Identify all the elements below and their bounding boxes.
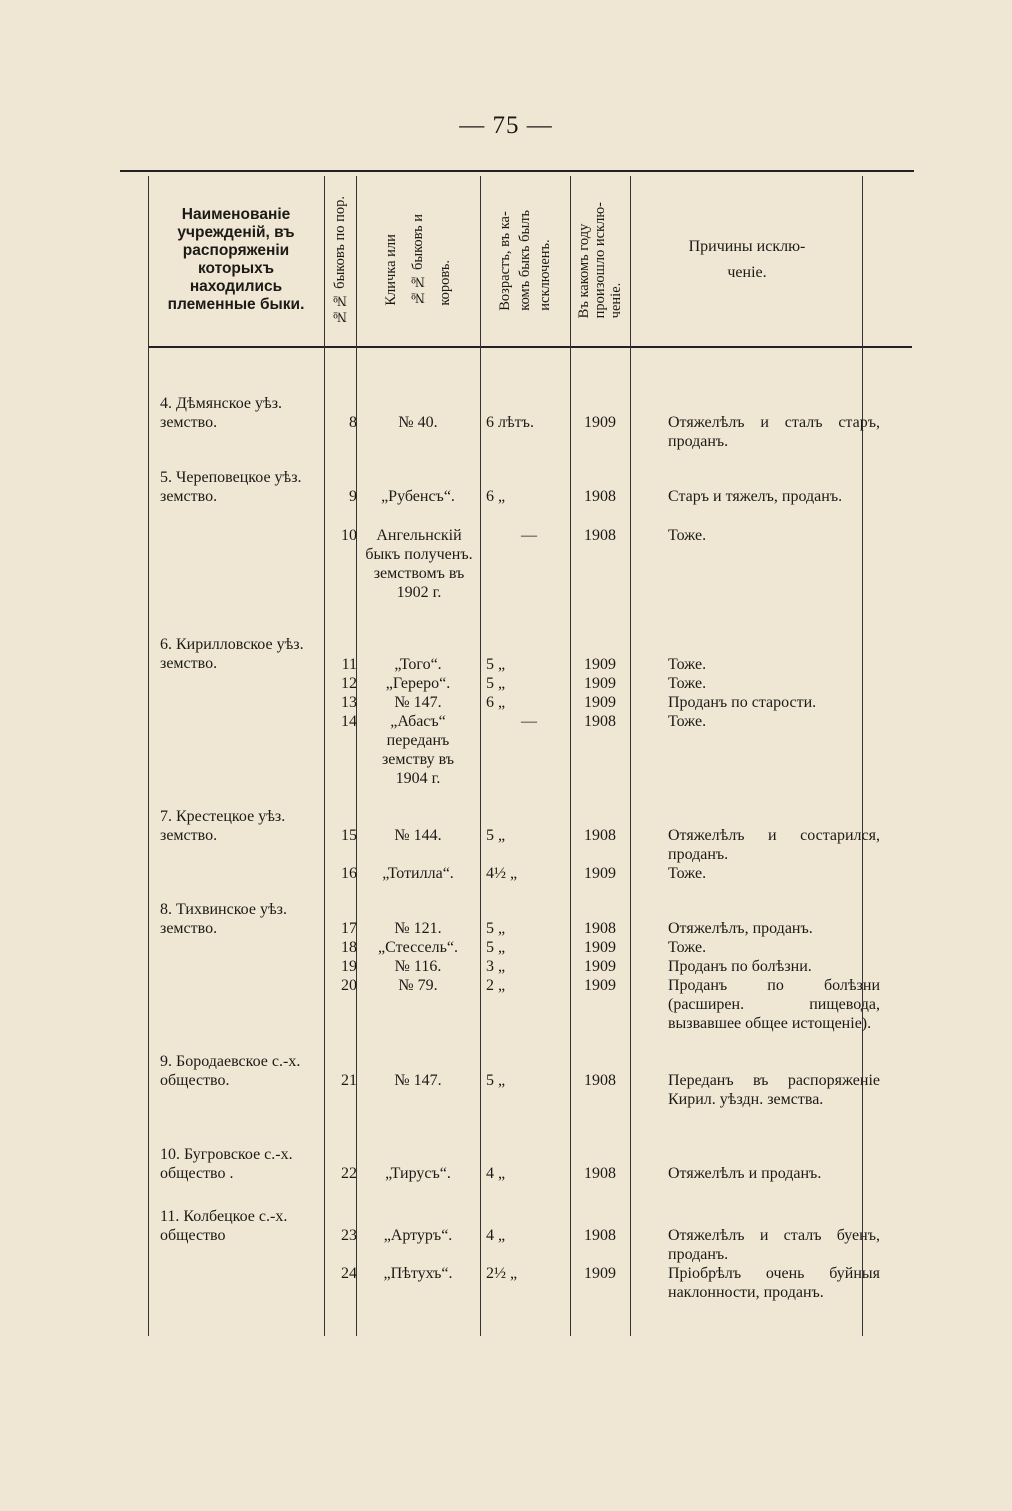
bull-name: „Тирусъ“. [385,1165,451,1182]
exclusion-reason: Пріобрѣлъ очень буйныя наклонности, проданъ. [668,1265,880,1301]
table-row [120,526,914,601]
exclusion-reason: Старъ и тяжелъ, проданъ. [668,488,843,505]
column-divider [630,176,631,1336]
bull-age: 5 „ [486,675,506,692]
exclusion-year: 1909 [584,1265,616,1282]
exclusion-reason: Тоже. [668,939,707,956]
bull-age: 5 „ [486,1072,506,1089]
bulls-table [120,170,914,1338]
exclusion-reason: Отяжелѣлъ и состарился, проданъ. [668,827,880,863]
column-divider [570,176,571,1336]
exclusion-year: 1908 [584,713,616,730]
bull-name: № 116. [394,958,442,975]
bull-name: № 40. [398,414,438,431]
exclusion-year: 1909 [584,694,616,711]
exclusion-reason: Переданъ въ распоряженіе Кирил. уѣздн. земства. [668,1072,880,1108]
exclusion-reason: Проданъ по болѣзни (расширен. пищевода, вызвавшее общее истощеніе). [668,977,880,1032]
bull-name: „Стессель“. [378,939,458,956]
table-row [120,1226,914,1263]
exclusion-year: 1908 [584,1227,616,1244]
bull-age: 4½ „ [486,865,518,882]
org-name: 7. Крестецкое уѣз. земство. [160,808,286,844]
bull-age: 3 „ [486,958,506,975]
table-row [120,919,914,938]
bull-name: „Абасъ“ переданъ земству въ 1904 г. [381,713,455,787]
exclusion-reason: Отяжелѣлъ и сталъ буенъ, проданъ. [668,1227,880,1263]
exclusion-year: 1909 [584,675,616,692]
column-divider [356,176,357,1336]
bull-number: 19 [341,958,357,975]
table-row [120,938,914,957]
bull-number: 9 [349,488,357,505]
org-name: 8. Тихвинское уѣз. земство. [160,901,287,937]
exclusion-reason: Проданъ по болѣзни. [668,958,812,975]
org-name: 9. Бородаевское с.-х. общество. [160,1053,301,1089]
exclusion-year: 1909 [584,958,616,975]
exclusion-year: 1909 [584,656,616,673]
table-row [120,487,914,506]
bull-name: „Гереро“. [385,675,451,692]
bull-number: 11 [341,656,357,673]
org-name: 5. Череповецкое уѣз. земство. [160,469,302,505]
bull-number: 14 [341,713,357,730]
table-row [120,655,914,674]
bull-number: 16 [341,865,357,882]
bull-name: № 79. [398,977,438,994]
bull-age: 5 „ [486,656,506,673]
org-name: 11. Колбецкое с.-х. общество [160,1208,288,1244]
table-row [120,712,914,787]
bull-age: 6 „ [486,488,506,505]
header-year: Въ какомъ году произошло исклю- ченіе. [576,201,624,319]
bull-name: № 147. [394,694,442,711]
bull-number: 20 [341,977,357,994]
exclusion-year: 1909 [584,977,616,994]
exclusion-reason: Тоже. [668,527,707,544]
table-row [120,674,914,693]
table-row [120,976,914,1032]
bull-number: 24 [341,1265,357,1282]
org-name: 4. Дѣмянское уѣз. земство. [160,395,283,431]
bull-age: — [521,527,537,544]
table-row [120,413,914,450]
table-row [120,957,914,976]
exclusion-year: 1908 [584,1165,616,1182]
bull-number: 21 [341,1072,357,1089]
bull-number: 8 [349,414,357,431]
bull-name: № 144. [394,827,442,844]
table-top-rule [120,170,914,172]
org-name: 6. Кирилловское уѣз. земство. [160,636,304,672]
exclusion-reason: Тоже. [668,675,707,692]
table-row [120,1264,914,1301]
bull-age: 2½ „ [486,1265,518,1282]
bull-number: 15 [341,827,357,844]
header-reason: Причины исклю- ченіе. [688,238,806,281]
header-organization: Наименованіе учрежденій, въ распоряженіи которыхъ находились племенные быки. [167,206,305,313]
exclusion-year: 1908 [584,488,616,505]
exclusion-year: 1908 [584,1072,616,1089]
table-row [120,864,914,883]
table-row [120,693,914,712]
header-number-cell [324,176,356,344]
bull-age: 6 лѣтъ. [486,414,534,431]
bull-name: „Того“. [394,656,442,673]
bull-number: 18 [341,939,357,956]
exclusion-year: 1908 [584,527,616,544]
exclusion-reason: Отяжелѣлъ и сталъ старъ, проданъ. [668,414,880,450]
bull-age: 5 „ [486,920,506,937]
bull-age: 4 „ [486,1165,506,1182]
bull-number: 10 [341,527,357,544]
bull-age: 2 „ [486,977,506,994]
bull-age: 6 „ [486,694,506,711]
table-row [120,826,914,863]
exclusion-year: 1909 [584,865,616,882]
bull-number: 22 [341,1165,357,1182]
exclusion-year: 1908 [584,920,616,937]
bull-age: 5 „ [486,827,506,844]
exclusion-reason: Отяжелѣлъ и проданъ. [668,1165,822,1182]
bull-name: „Рубенсъ“. [381,488,455,505]
column-divider [148,176,149,1336]
page-number: — 75 — [459,112,553,139]
bull-name: Ангельнскій быкъ полученъ. земствомъ въ 1902 г. [365,527,473,601]
exclusion-year: 1909 [584,414,616,431]
column-divider [862,176,863,1336]
bull-number: 12 [341,675,357,692]
exclusion-reason: Тоже. [668,713,707,730]
bull-name: № 147. [394,1072,442,1089]
header-name-cell [356,176,480,344]
table-row [120,1071,914,1108]
column-divider [480,176,481,1336]
org-name: 10. Бугровское с.-х. общество . [160,1146,293,1182]
bull-name: № 121. [394,920,442,937]
exclusion-year: 1908 [584,827,616,844]
bull-name: „Пѣтухъ“. [383,1265,453,1282]
header-year-cell [570,176,630,344]
header-age: Возрастъ, въ ка- комъ быкъ былъ исключенъ. [497,209,553,311]
bull-age: 4 „ [486,1227,506,1244]
header-name: Кличка или №№ быковъ и коровъ. [382,214,453,306]
header-bottom-rule [148,346,912,348]
bull-number: 17 [341,920,357,937]
bull-name: „Артуръ“. [383,1227,453,1244]
header-age-cell [480,176,570,344]
bull-number: 13 [341,694,357,711]
table-row [120,1164,914,1183]
bull-name: „Тотилла“. [382,865,454,882]
exclusion-reason: Проданъ по старости. [668,694,817,711]
exclusion-reason: Отяжелѣлъ, проданъ. [668,920,813,937]
bull-age: — [521,713,537,730]
bull-number: 23 [341,1227,357,1244]
exclusion-year: 1909 [584,939,616,956]
bull-age: 5 „ [486,939,506,956]
exclusion-reason: Тоже. [668,656,707,673]
header-number: №№ быковъ по пор. [332,195,348,325]
exclusion-reason: Тоже. [668,865,707,882]
